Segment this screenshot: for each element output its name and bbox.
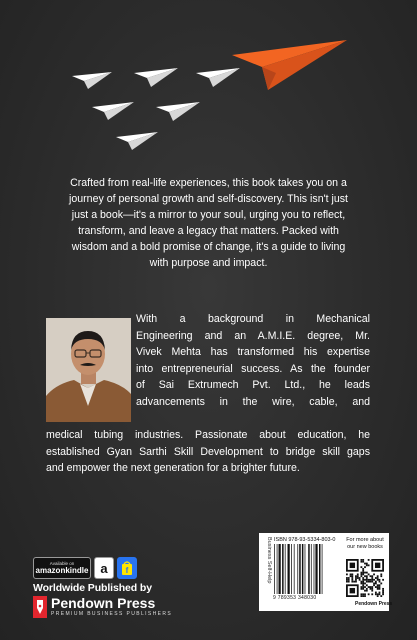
publisher-tagline: PREMIUM BUSINESS PUBLISHERS (51, 611, 173, 617)
pendown-pen-logo-icon (33, 596, 47, 618)
white-plane-icon (134, 68, 178, 87)
bio-line: of Sai Extrumech Pvt. Ltd., he leads (136, 379, 370, 391)
amazon-badge[interactable] (94, 557, 114, 579)
store-badges (33, 557, 137, 579)
svg-text:f: f (125, 566, 129, 575)
white-plane-icon (92, 102, 134, 120)
publisher-name: Pendown Press (51, 595, 156, 611)
white-plane-icon (72, 72, 112, 89)
lead-orange-plane-icon (232, 40, 347, 90)
white-plane-icon (156, 102, 200, 121)
blurb-line: just a book—it's a mirror to your soul, urging you to reflect, (71, 209, 346, 221)
flipkart-badge[interactable] (117, 557, 137, 579)
bio-line: medical tubing industries. Passionate about education, he (46, 429, 370, 441)
author-bio-full-width (46, 427, 370, 477)
flipkart-logo-icon (120, 560, 134, 576)
paper-planes-illustration (0, 0, 417, 170)
author-photo (46, 318, 131, 422)
bio-line: Engineering and an A.M.I.E. degree, Mr. (136, 329, 370, 342)
barcode-panel (259, 533, 393, 611)
blurb-line: with purpose and impact. (149, 257, 268, 269)
blurb-line: wisdom and a bold promise of change, it's a guide to living (71, 241, 346, 253)
bio-line: With a background in Mechanical (136, 313, 370, 325)
book-blurb (40, 175, 377, 271)
published-by-line: Worldwide Published by (33, 582, 152, 594)
barcode-digits: 9 789353 348030 (273, 595, 317, 601)
bio-line: and empower the next generation for a brighter future. (46, 462, 300, 474)
qr-code-icon[interactable] (346, 559, 384, 597)
white-plane-icon (116, 132, 158, 150)
kindle-badge[interactable] (33, 557, 91, 579)
kindle-badge-caption: Available on (49, 561, 75, 566)
bio-line: established Gyan Sarthi Skill Development to bridge skill gaps (46, 445, 370, 458)
book-category: Business Self-Help (266, 537, 272, 584)
bio-line: into entrepreneurial success. As the founder (136, 362, 370, 375)
blurb-line: Crafted from real-life experiences, this book takes you on a (70, 177, 347, 189)
kindle-badge-label: amazonkindle (35, 566, 89, 575)
barcode-panel-publisher: Pendown Press (355, 601, 393, 607)
blurb-line: transform, and leave a legacy that matters. Packed with (78, 225, 339, 237)
bio-line: advancements in the wire, cable, and (136, 395, 370, 408)
isbn-number: ISBN 978-93-5334-803-0 (274, 537, 336, 543)
publisher-block (33, 596, 172, 618)
author-bio-beside-photo (136, 311, 370, 410)
qr-caption: For more about our new books (346, 537, 384, 550)
bio-line: Vivek Mehta has transformed his expertise (136, 346, 370, 358)
blurb-line: journey of personal growth and self-discovery. This isn't just (69, 193, 348, 205)
amazon-logo-icon: a (100, 560, 108, 576)
white-plane-icon (196, 68, 240, 87)
barcode-icon (273, 544, 341, 594)
